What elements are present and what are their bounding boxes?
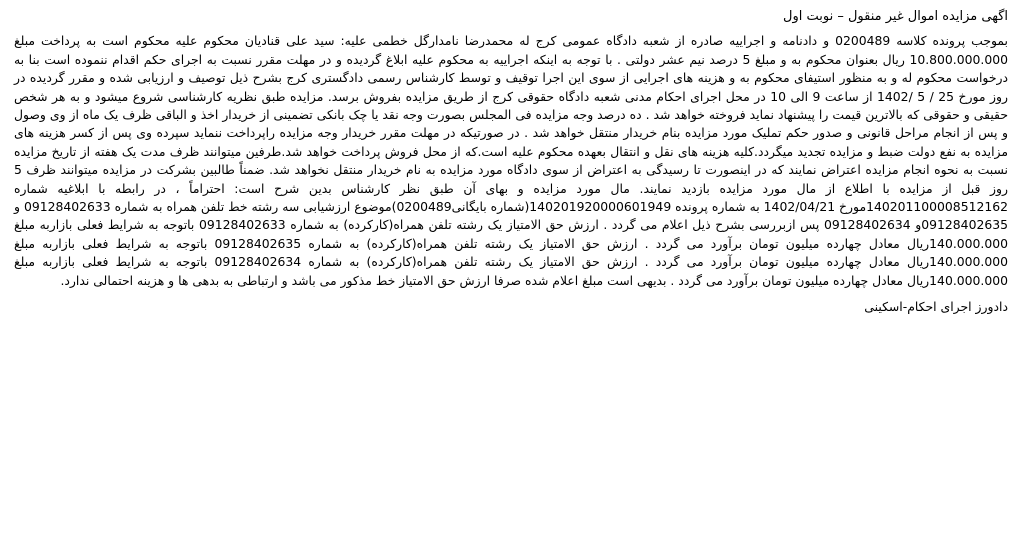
notice-signature: دادورز اجرای احکام-اسکینی xyxy=(864,299,1008,315)
notice-title: اگهی مزایده اموال غیر منقول – نوبت اول xyxy=(783,9,1008,24)
notice-body: بموجب پرونده کلاسه 0200489 و دادنامه و اجراییه صادره از شعبه دادگاه عمومی کرج له محمدرضا نامدارگل خطمی علیه: سید علی قنادیان محکوم علیه محکوم است به پرداخت مبلغ 10.800.000.000 ریال بعنوان محکوم به و مبلغ 5 درصد نیم عشر دولتی . با توجه به اینکه اجراییه به محکوم علیه ابلاغ گردیده و در مهلت مقرر نسبت به اجرای حکم اقدام ننموده است بنا به درخواست محکوم له و به منظور استیفای محکوم به و هزینه های اجرایی از سوی این اجرا توقیف و توسط کارشناس رسمی دادگستری کرج بشرح ذیل توصیف و ارزیابی شده و مقرر گردیده در روز مورخ 25 / 5 /1402 از ساعت 9 الی 10 در محل اجرای احکام مدنی شعبه دادگاه حقوقی کرج از طریق مزایده بفروش برسد. مزایده طبق نظریه کارشناسی شروع میشود و به هر شخص حقیقی و حقوقی که بالاترین قیمت را پیشنهاد نماید فروخته خواهد شد . ده درصد وجه مزایده فی المجلس بصورت وجه نقد یا چک بانکی تضمینی از خریدار اخذ و الباقی ظرف یک ماه از وی وصول و پس از انجام مراحل قانونی و صدور حکم تملیک مورد مزایده بنام خریدار منتقل خواهد شد . در صورتیکه در مهلت مقرر خریدار وجه مزایده راپرداخت ننماید سپرده وی پس از کسر هزینه های مزایده به نفع دولت ضبط و مزایده تجدید میگردد.کلیه هزینه های نقل و انتقال بعهده محکوم علیه است.که از محل فروش پرداخت خواهد شد.طرفین میتوانند ظرف مدت یک هفته از تاریخ مزایده نسبت به نحوه انجام مزایده اعتراض نمایند که در اینصورت تا رسیدگی به اعتراض از سوی دادگاه مورد مزایده به نام خریدار منتقل نخواهد شد. ضمناً طالبین بشرکت در مزایده میتوانند ظرف 5 روز قبل از مزایده با اطلاع از مال مورد مزایده بازدید نمایند. مال مورد مزایده و بهای آن طبق نظر کارشناس بدین شرح است: احتراماً ، در رابطه با ابلاغیه شماره 140201100008512162مورخ 1402/04/21 به شماره پرونده 140201920000601949(شماره بایگانی0200489)موضوع ارزشیابی سه رشته خط تلفن همراه به شماره 09128402633 و 09128402635و 09128402634 پس ازبررسی بشرح ذیل اعلام می گردد . ارزش حق الامتیاز یک رشته تلفن همراه(کارکرده) به شماره 09128402633 باتوجه به شرایط فعلی بازاربه مبلغ 140.000.000ریال معادل چهارده میلیون تومان برآورد می گردد . ارزش حق الامتیاز یک رشته تلفن همراه(کارکرده) به شماره 09128402635 باتوجه به شرایط فعلی بازاربه مبلغ 140.000.000ریال معادل چهارده میلیون تومان برآورد می گردد . ارزش حق الامتیاز یک رشته تلفن همراه(کارکرده) به شماره 09128402634 باتوجه به شرایط فعلی بازاربه مبلغ 140.000.000ریال معادل چهارده میلیون تومان برآورد می گردد . بدیهی است مبلغ اعلام شده صرفا ارزش حق الامتیاز خط مذکور می باشد و ارتباطی به بدهی ها و هزینه احتمالی ندارد. xyxy=(14,33,1008,288)
